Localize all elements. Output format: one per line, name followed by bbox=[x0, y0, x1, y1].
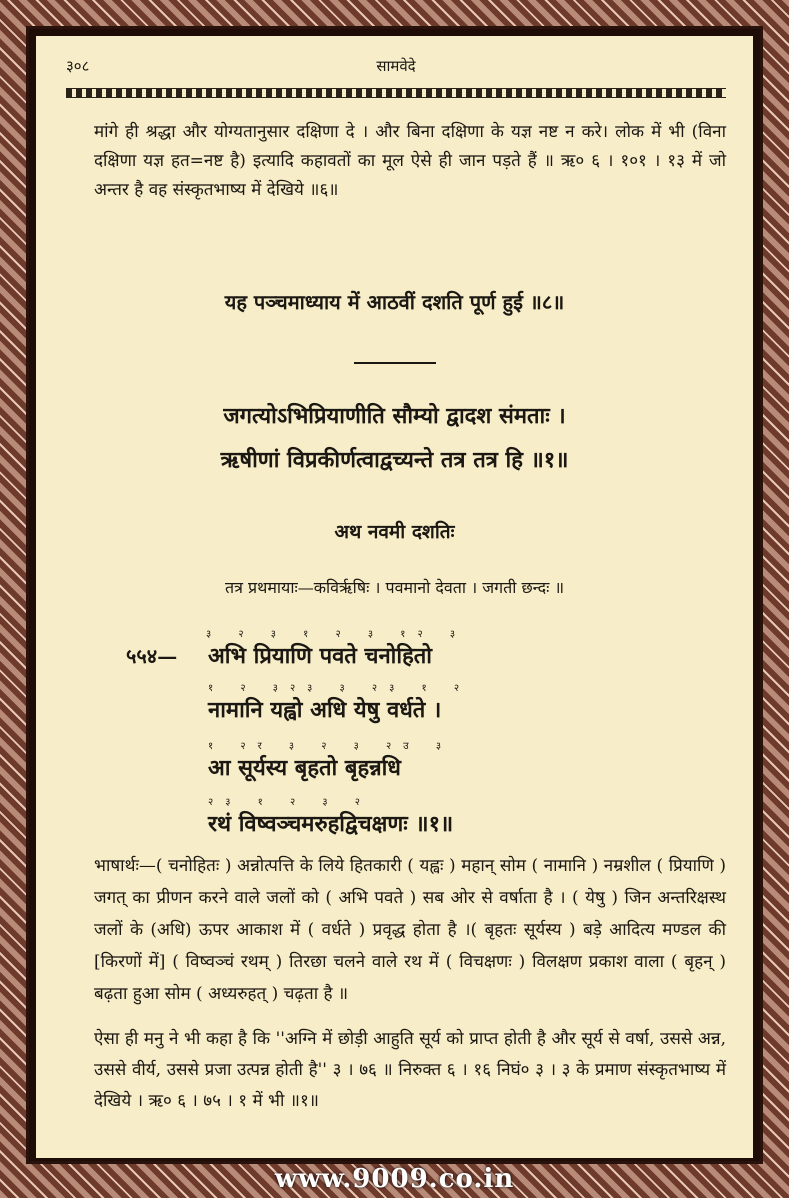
dasati-heading: अथ नवमी दशतिः bbox=[334, 521, 455, 543]
paragraph-translation: भाषार्थः—( चनोहितः ) अन्नोत्पत्ति के लिये हितकारी ( यह्वः ) महान् सोम ( नामानि ) नम्रशील ( प्रियाणि ) जगत् का प्रीणन करने वाले जलों को ( अभि पवते ) सब ओर से वर्षाता है । ( येषु ) जिन अन्तरिक्षस्थ जलों के (अधि) ऊपर आकाश में ( वर्धते ) प्रवृद्ध होता है ।( बृहतः सूर्यस्य ) बड़े आदित्य मण्डल की [किरणों में] ( विष्वञ्चं रथम् ) तिरछा चलने वाले रथ में ( विचक्षणः ) विलक्षण प्रकाश वाला ( बृहन् ) बढ़ता हुआ सोम ( अध्यरुहत् ) चढ़ता है ॥ bbox=[94, 856, 726, 1004]
mantra-line-4: रथं विष्वञ्चमरुहद्विचक्षणः ॥१॥ bbox=[208, 811, 454, 837]
page-header bbox=[66, 56, 726, 80]
intro-verse-line-2: ऋषीणां विप्रकीर्णत्वाद्वच्यन्ते तत्र तत्र हि ॥१॥ bbox=[220, 447, 569, 473]
ornamental-rule bbox=[66, 88, 726, 98]
svara-marks-1: ३ २ ३ १ २ ३ १२ ३ bbox=[206, 629, 468, 640]
scanned-page bbox=[36, 36, 753, 1158]
svara-marks-4: २३ १ २ ३ २ bbox=[208, 797, 372, 808]
intro-verse-line-1: जगत्योऽभिप्रियाणीति सौम्यो द्वादश संमताः । bbox=[223, 403, 566, 429]
page-number: ३०८ bbox=[66, 57, 90, 75]
running-title: सामवेदे bbox=[376, 57, 416, 75]
mantra-number: ५५४— bbox=[126, 644, 178, 668]
paragraph-commentary-end: मांगे ही श्रद्धा और योग्यतानुसार दक्षिणा दे । और बिना दक्षिणा के यज्ञ नष्ट न करे। लोक में भी (विना दक्षिणा यज्ञ हत=नष्ट है) इत्यादि कहावतों का मूल ऐसे ही जान पड़ते हैं ॥ ऋ० ६ । १०१ । १३ में जो अन्तर है वह संस्कृतभाष्य में देखिये ॥६॥ bbox=[94, 122, 726, 200]
paragraph-references: ऐसा ही मनु ने भी कहा है कि ''अग्नि में छोड़ी आहुति सूर्य को प्राप्त होती है और सूर्य से वर्षा, उससे अन्न, उससे वीर्य, उससे प्रजा उत्पन्न होती है'' ३ । ७६ ॥ निरुक्त ६ । १६ निघं० ३ । ३ के प्रमाण संस्कृतभाष्य में देखिये । ऋ० ६ । ७५ । १ में भी ॥१॥ bbox=[94, 1029, 726, 1111]
svara-marks-3: १ २र ३ २ ३ २उ ३ bbox=[208, 741, 454, 752]
svara-marks-2: १ २ ३२३ ३ २३ १ २ bbox=[208, 683, 472, 694]
mantra-line-1: अभि प्रियाणि पवते चनोहितो bbox=[208, 643, 432, 669]
section-end-note: यह पञ्चमाध्याय में आठवीं दशति पूर्ण हुई ॥८॥ bbox=[224, 290, 565, 314]
mantra-line-3: आ सूर्यस्य बृहतो बृहन्नधि bbox=[208, 755, 401, 781]
mantra-line-2: नामानि यह्वो अधि येषु वर्धते । bbox=[208, 697, 442, 723]
site-watermark: www.9009.co.in bbox=[274, 1164, 515, 1194]
rishi-devata-chhanda: तत्र प्रथमायाः—कविर्ऋषिः । पवमानो देवता । जगती छन्दः ॥ bbox=[224, 578, 565, 597]
short-divider bbox=[354, 362, 436, 364]
